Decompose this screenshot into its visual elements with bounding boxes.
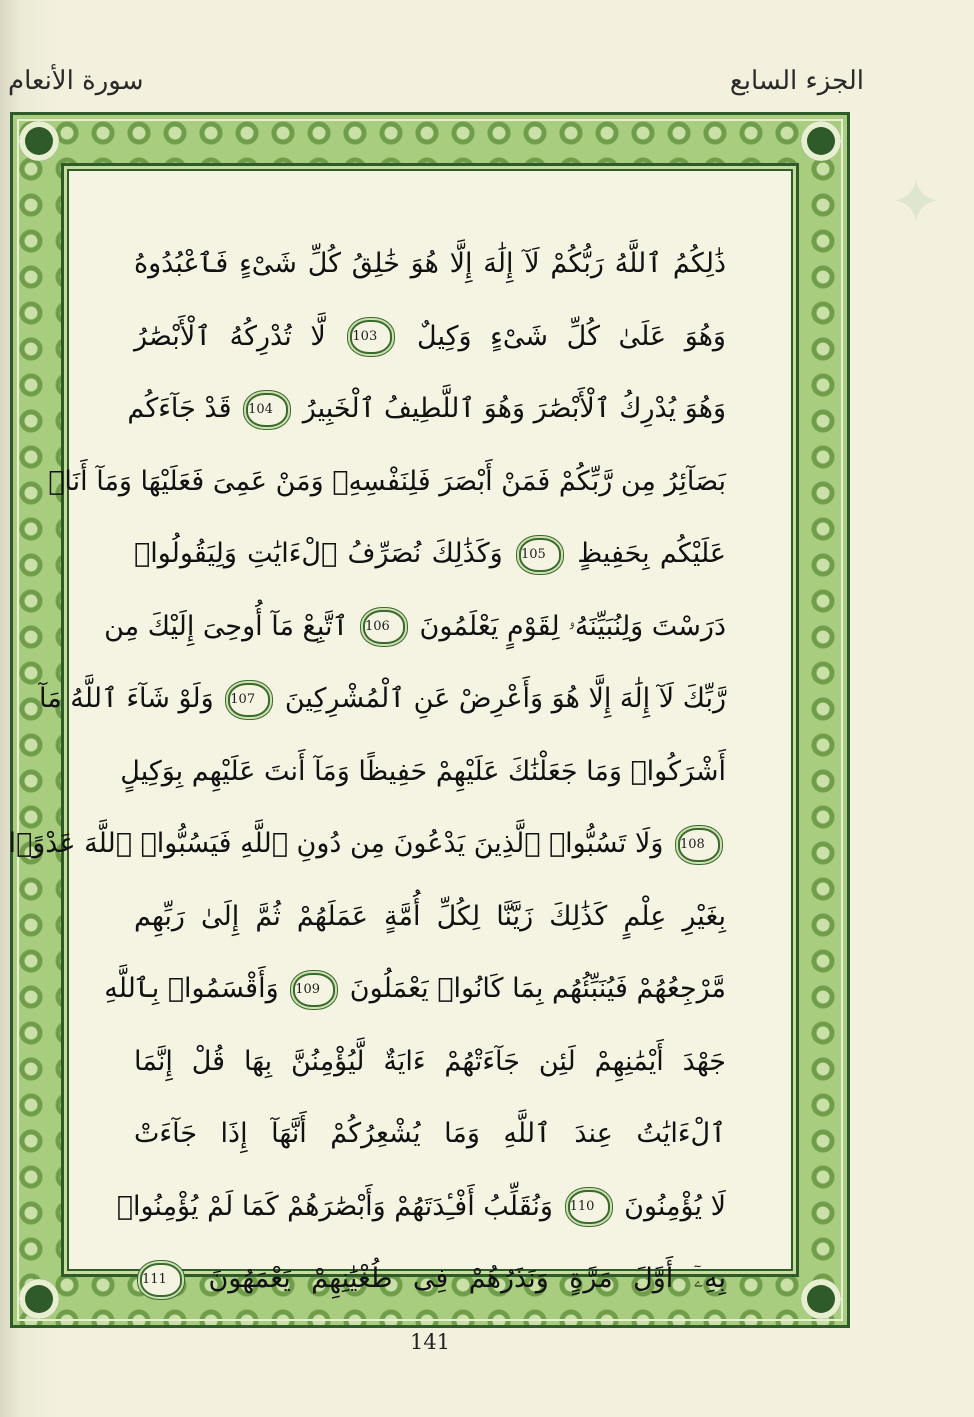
corner-ornament-icon [801, 1279, 841, 1319]
ornamental-frame [10, 112, 850, 1328]
verse-text: وَنُقَلِّبُ أَفْـِٔدَتَهُمْ وَأَبْصَٰرَهُمْ كَمَا لَمْ يُؤْمِنُوا۟ [116, 1190, 553, 1222]
corner-ornament-icon [19, 121, 59, 161]
ayah-number-marker: 108 [678, 828, 720, 862]
ayah-number-marker: 110 [568, 1190, 610, 1224]
verse-text: عَلَيْكُم بِحَفِيظٍ [577, 538, 726, 569]
ayah-number-marker: 111 [140, 1263, 182, 1297]
verse-text: مَّرْجِعُهُمْ فَيُنَبِّئُهُم بِمَا كَانُوا۟ يَعْمَلُونَ [349, 973, 726, 1004]
ayah-number-marker: 106 [363, 610, 405, 644]
verse-text: لَّا تُدْرِكُهُ ٱلْأَبْصَٰرُ [134, 320, 326, 352]
verse-text: بِهِۦٓ أَوَّلَ مَرَّةٍ وَنَذَرُهُمْ فِى طُغْيَٰنِهِمْ يَعْمَهُونَ [208, 1263, 726, 1294]
verse-line [48, 446, 726, 519]
verse-line [134, 228, 726, 301]
verse-text: وَأَقْسَمُوا۟ بِٱللَّهِ [104, 973, 279, 1004]
verse-text: قَدْ جَآءَكُم [127, 393, 232, 424]
verse-text: دَرَسْتَ وَلِنُبَيِّنَهُۥ لِقَوْمٍ يَعْلَمُونَ [419, 610, 726, 642]
ayah-number-marker: 105 [519, 538, 561, 572]
ayah-number-marker: 107 [228, 683, 270, 717]
verse-line [120, 736, 726, 809]
text-panel [8, 163, 799, 1294]
juz-label: الجزء السابع [729, 66, 864, 96]
verse-line [134, 1098, 726, 1171]
corner-ornament-icon [801, 121, 841, 161]
page-number: 141 [409, 1330, 451, 1354]
verse-text: وَلَا تَسُبُّوا۟ ٱلَّذِينَ يَدْعُونَ مِن دُونِ ٱللَّهِ فَيَسُبُّوا۟ ٱللَّهَ عَدْوًۢا [8, 828, 664, 859]
verse-text: وَهُوَ عَلَىٰ كُلِّ شَىْءٍ وَكِيلٌ [417, 320, 726, 352]
verse-text: أَشْرَكُوا۟ وَمَا جَعَلْنَٰكَ عَلَيْهِمْ حَفِيظًا وَمَآ أَنتَ عَلَيْهِم بِوَكِيلٍ [120, 755, 726, 787]
corner-ornament-icon [19, 1279, 59, 1319]
verse-text: بَصَآئِرُ مِن رَّبِّكُمْ فَمَنْ أَبْصَرَ فَلِنَفْسِهِۦ وَمَنْ عَمِىَ فَعَلَيْهَا وَمَآ أَنَا۠ [48, 465, 726, 497]
verse-text: بِغَيْرِ عِلْمٍ كَذَٰلِكَ زَيَّنَّا لِكُلِّ أُمَّةٍ عَمَلَهُمْ ثُمَّ إِلَىٰ رَبِّهِم [134, 900, 726, 932]
verse-text: وَلَوْ شَآءَ ٱللَّهُ مَآ [39, 683, 214, 714]
verse-line [134, 301, 726, 374]
verse-text: لَا يُؤْمِنُونَ [624, 1190, 726, 1222]
ayah-number-marker: 103 [350, 320, 392, 354]
verse-line [8, 808, 726, 881]
verse-text: وَهُوَ يُدْرِكُ ٱلْأَبْصَٰرَ وَهُوَ ٱللَّطِيفُ ٱلْخَبِيرُ [302, 393, 726, 424]
verse-line [104, 591, 726, 664]
verse-line [39, 663, 726, 736]
page-header [0, 62, 974, 110]
verse-text: ذَٰلِكُمُ ٱللَّهُ رَبُّكُمْ لَآ إِلَٰهَ إِلَّا هُوَ خَٰلِقُ كُلِّ شَىْءٍ فَٱعْبُدُوهُ [134, 248, 726, 279]
verse-text: جَهْدَ أَيْمَٰنِهِمْ لَئِن جَآءَتْهُمْ ءَايَةٌ لَّيُؤْمِنُنَّ بِهَا قُلْ إِنَّمَا [134, 1045, 726, 1077]
verse-text: رَّبِّكَ لَآ إِلَٰهَ إِلَّا هُوَ وَأَعْرِضْ عَنِ ٱلْمُشْرِكِينَ [284, 683, 726, 714]
decorative-ornament-icon: ✦ [890, 165, 942, 238]
verse-line [104, 953, 726, 1026]
verse-text: وَكَذَٰلِكَ نُصَرِّفُ ٱلْءَايَٰتِ وَلِيَقُولُوا۟ [134, 538, 503, 569]
ayah-number-marker: 104 [246, 393, 288, 427]
verse-line [134, 1026, 726, 1099]
ayah-number-marker: 109 [293, 973, 335, 1007]
verse-lines [8, 228, 726, 1316]
verse-line [134, 1243, 726, 1316]
verse-text: ٱتَّبِعْ مَآ أُوحِىَ إِلَيْكَ مِن [104, 610, 349, 642]
verse-line [116, 1171, 726, 1244]
verse-line [127, 373, 726, 446]
surah-label: سورة الأنعام [8, 66, 144, 96]
verse-line [134, 881, 726, 954]
verse-line [134, 518, 726, 591]
verse-text: ٱلْءَايَٰتُ عِندَ ٱللَّهِ وَمَا يُشْعِرُكُمْ أَنَّهَآ إِذَا جَآءَتْ [134, 1118, 726, 1149]
